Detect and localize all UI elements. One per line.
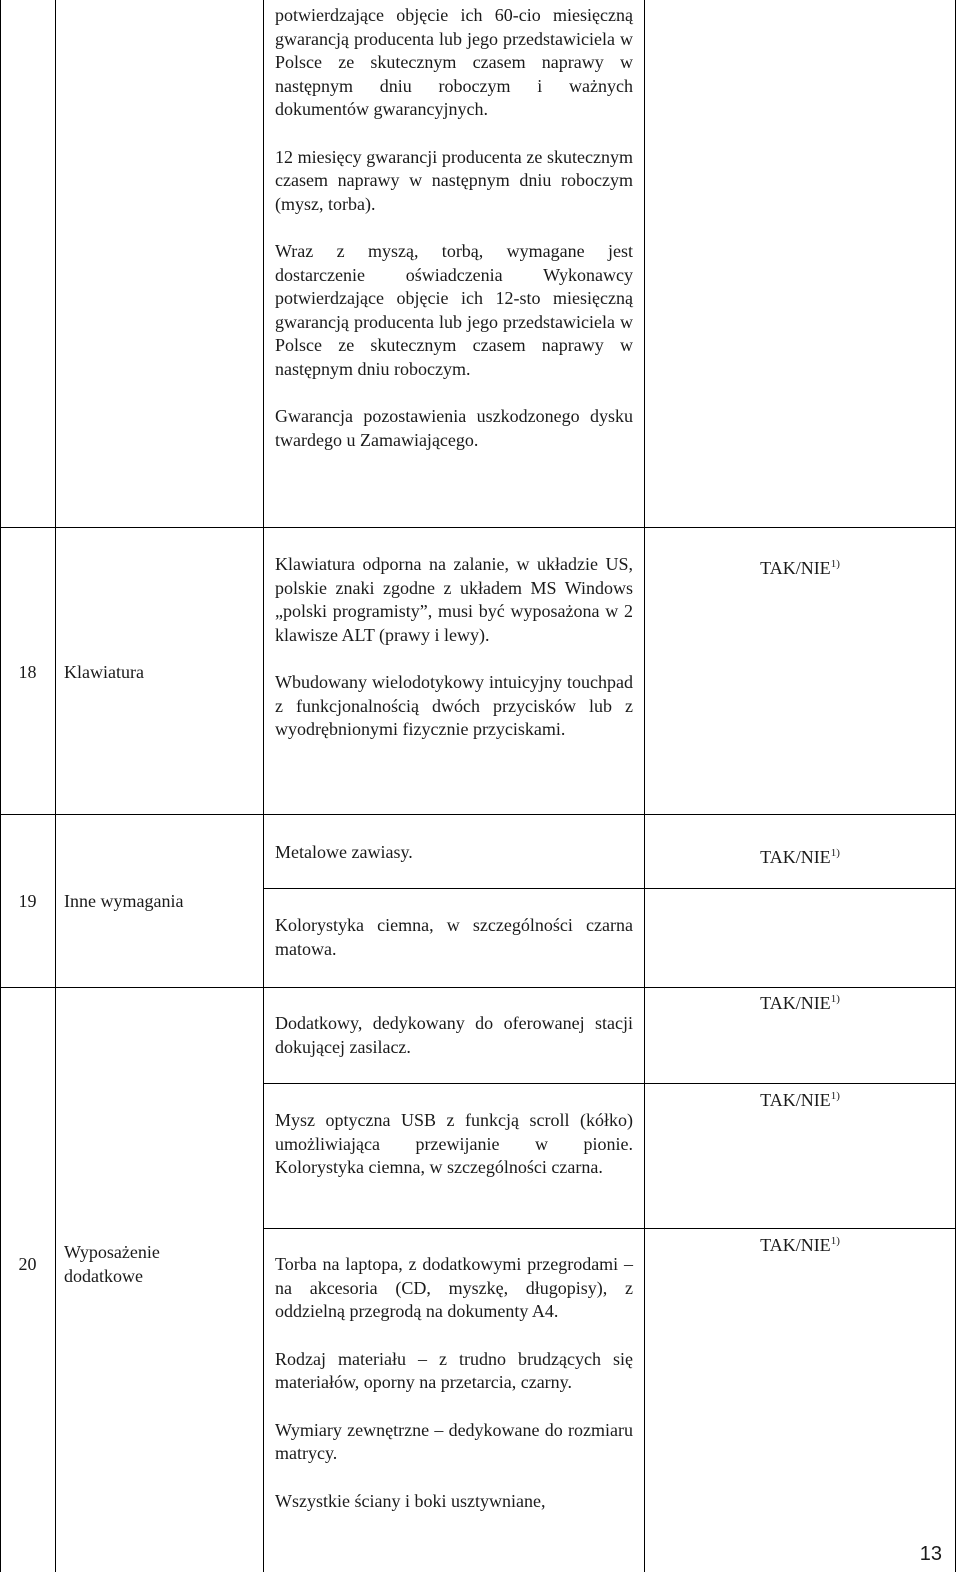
footnote-marker: 1) [830, 1235, 840, 1247]
keyboard-paragraph: Klawiatura odporna na zalanie, w układzie US, polskie znaki zgodne z układem MS Windows „polski programisty”, musi być wyposażona w 2 klawisze ALT (prawy i lewy). [275, 554, 633, 645]
footnote-marker: 1) [830, 1090, 840, 1102]
bag-text-3: Wymiary zewnętrzne – dedykowane do rozmiaru matrycy. [275, 1419, 633, 1463]
row-18-description [275, 553, 633, 742]
row-19-name: Inne wymagania [64, 891, 184, 911]
warranty-paragraph-3: Wraz z myszą, torbą, wymagane jest dostarczenie oświadczenia Wykonawcy potwierdzające objęcie ich 12-sto miesięczną gwarancją producenta lub jego przedstawiciela w Polsce ze skutecznym czasem naprawy w następnym dniu roboczym. [275, 241, 633, 379]
row-20b-compliance [645, 1084, 955, 1112]
row-20c-compliance [645, 1229, 955, 1257]
row-18-number: 18 [18, 662, 37, 682]
warranty-description-cell [275, 4, 633, 452]
touchpad-paragraph: Wbudowany wielodotykowy intuicyjny touchpad z funkcjonalnością dwóch przycisków lub z wyodrębnionymi fizycznie przyciskami. [275, 672, 633, 739]
compliance-label: TAK/NIE [760, 1090, 831, 1110]
compliance-label: TAK/NIE [760, 993, 831, 1013]
bag-text-4: Wszystkie ściany i boki usztywniane, [275, 1490, 546, 1511]
row-20-name: Wyposażenie dodatkowe [64, 1242, 160, 1286]
column-divider-1 [55, 0, 56, 1572]
page-number: 13 [919, 1543, 942, 1565]
row-divider-18-19 [0, 814, 956, 815]
table-border-left [0, 0, 1, 1572]
footnote-marker: 1) [830, 558, 840, 570]
warranty-paragraph-1: potwierdzające objęcie ich 60-cio miesięczną gwarancją producenta lub jego przedstawiciela w Polsce ze skutecznym czasem naprawy w następnym dniu roboczym i ważnych dokumentów gwarancyjnych. [275, 5, 633, 119]
row-20-mouse [275, 1109, 633, 1180]
row-18-name: Klawiatura [64, 662, 144, 682]
row-19-hinges [275, 841, 633, 865]
row-19-inner-divider [263, 888, 956, 889]
footnote-marker: 1) [830, 993, 840, 1005]
column-divider-2 [263, 0, 264, 1572]
bag-text-2: Rodzaj materiału – z trudno brudzących się materiałów, oporny na przetarcia, czarny. [275, 1348, 633, 1392]
footnote-marker: 1) [830, 847, 840, 859]
warranty-paragraph-4: Gwarancja pozostawienia uszkodzonego dysku twardego u Zamawiającego. [275, 406, 633, 450]
table-border-right [955, 0, 956, 1572]
row-19-color [275, 914, 633, 961]
row-19-number: 19 [18, 891, 37, 911]
compliance-label: TAK/NIE [760, 558, 831, 578]
row-20a-compliance [645, 987, 955, 1015]
row-20-bag [275, 1253, 633, 1513]
column-divider-3 [644, 0, 645, 1572]
row-20-power-adapter [275, 1012, 633, 1059]
power-adapter-text: Dodatkowy, dedykowany do oferowanej stacji dokującej zasilacz. [275, 1013, 633, 1057]
mouse-text: Mysz optyczna USB z funkcją scroll (kółko) umożliwiająca przewijanie w pionie. Kolorystyka ciemna, w szczególności czarna. [275, 1110, 633, 1177]
row-20-number: 20 [18, 1254, 37, 1274]
compliance-label: TAK/NIE [760, 847, 831, 867]
row-18-compliance [645, 552, 955, 580]
warranty-paragraph-2: 12 miesięcy gwarancji producenta ze skutecznym czasem naprawy w następnym dniu roboczym (mysz, torba). [275, 146, 633, 214]
color-text: Kolorystyka ciemna, w szczególności czarna matowa. [275, 915, 633, 959]
row-19-compliance [645, 841, 955, 869]
compliance-label: TAK/NIE [760, 1235, 831, 1255]
hinges-text: Metalowe zawiasy. [275, 842, 413, 862]
bag-text-1: Torba na laptopa, z dodatkowymi przegrodami – na akcesoria (CD, myszkę, długopisy), z oddzielną przegrodą na dokumenty A4. [275, 1254, 633, 1321]
row-divider-17-18 [0, 527, 956, 528]
